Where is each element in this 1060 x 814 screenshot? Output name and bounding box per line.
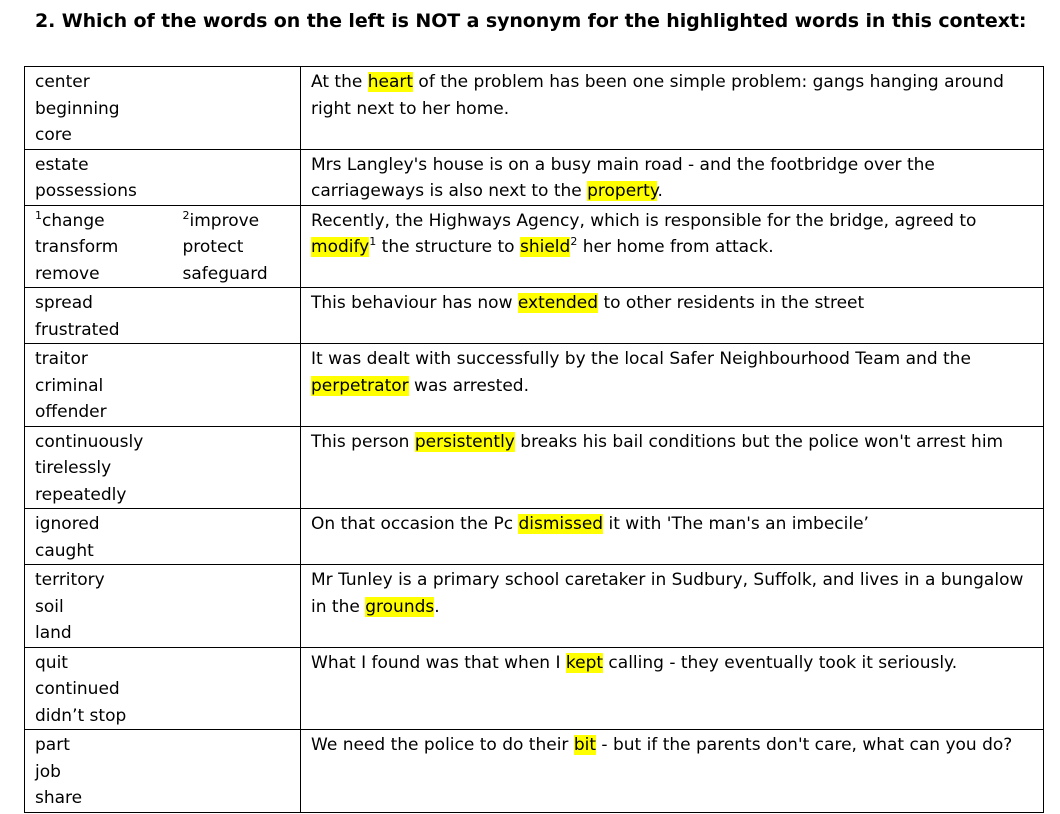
- sentence-cell: [301, 565, 1044, 648]
- option-word: land: [35, 623, 72, 643]
- options-cell: [25, 730, 301, 813]
- option-word: territory: [35, 570, 105, 590]
- sentence-text: .: [657, 181, 663, 201]
- table-row: [25, 730, 1044, 813]
- footnote-marker: 1: [369, 235, 377, 248]
- highlighted-word: dismissed: [518, 514, 604, 534]
- option-word: caught: [35, 540, 94, 561]
- option-word: improve: [189, 210, 260, 231]
- footnote-marker: 2: [570, 235, 578, 248]
- highlighted-word: heart: [367, 72, 414, 92]
- option-word: continued: [35, 679, 120, 699]
- sentence-cell: [301, 67, 1044, 150]
- sentence-text: We need the police to do their: [311, 735, 574, 755]
- option-word: continuously: [35, 431, 144, 452]
- option-word: transform: [35, 237, 119, 257]
- sentence-cell: [301, 426, 1044, 509]
- footnote-marker: 2: [182, 208, 190, 222]
- option-word: possessions: [35, 181, 137, 201]
- option-word: tirelessly: [35, 458, 112, 478]
- table-row: [25, 647, 1044, 730]
- highlighted-word: shield: [519, 237, 571, 257]
- option-word: center: [35, 72, 90, 92]
- option-word: ignored: [35, 514, 100, 534]
- options-cell: [25, 565, 301, 648]
- sentence-cell: [301, 205, 1044, 288]
- footnote-marker: 1: [35, 208, 42, 222]
- options-cell-2: [179, 205, 301, 288]
- question-title: 2. Which of the words on the left is NOT a synonym for the highlighted words in this context:: [35, 10, 1027, 32]
- table-row: [25, 149, 1044, 205]
- highlighted-word: modify: [311, 237, 370, 257]
- option-word: quit: [35, 652, 68, 673]
- option-word: traitor: [35, 349, 88, 369]
- sentence-text: her home from attack.: [577, 237, 774, 257]
- sentence-cell: [301, 288, 1044, 344]
- sentence-text: Mr Tunley is a primary school caretaker in Sudbury, Suffolk, and lives in a bungalow in the: [311, 570, 1024, 617]
- sentence-cell: [301, 149, 1044, 205]
- sentence-text: Mrs Langley's house is on a busy main road - and the footbridge over the carriageways is also next to the: [311, 154, 935, 201]
- sentence-text: it with 'The man's an imbecile’: [603, 514, 869, 534]
- option-word: soil: [35, 596, 64, 617]
- highlighted-word: kept: [565, 652, 604, 673]
- highlighted-word: persistently: [414, 431, 515, 452]
- options-cell: [25, 149, 301, 205]
- options-cell: [25, 67, 301, 150]
- option-word: share: [35, 788, 83, 808]
- sentence-text: On that occasion the Pc: [311, 514, 519, 534]
- options-cell-1: [25, 205, 179, 288]
- option-word: repeatedly: [35, 484, 127, 505]
- highlighted-word: property: [587, 181, 658, 201]
- option-word: offender: [35, 402, 107, 422]
- sentence-text: calling - they eventually took it seriously.: [603, 652, 958, 673]
- option-word: didn’t stop: [35, 705, 127, 726]
- option-word: core: [35, 125, 72, 145]
- sentence-cell: [301, 730, 1044, 813]
- exercise-table: [24, 66, 1044, 813]
- option-word: job: [35, 761, 61, 782]
- highlighted-word: grounds: [365, 596, 435, 617]
- option-word: part: [35, 735, 70, 755]
- sentence-text: What I found was that when I: [311, 652, 566, 673]
- option-word: remove: [35, 263, 100, 284]
- sentence-cell: [301, 647, 1044, 730]
- sentence-text: breaks his bail conditions but the police won't arrest him: [514, 431, 1004, 452]
- table-row: [25, 205, 1044, 288]
- option-word: spread: [35, 293, 93, 313]
- table-row: [25, 344, 1044, 427]
- sentence-text: This person: [311, 431, 415, 452]
- option-word: protect: [182, 237, 244, 257]
- table-row: [25, 565, 1044, 648]
- table-row: [25, 509, 1044, 565]
- options-cell: [25, 344, 301, 427]
- option-word: estate: [35, 154, 89, 175]
- highlighted-word: bit: [573, 735, 596, 755]
- sentence-text: It was dealt with successfully by the local Safer Neighbourhood Team and the: [311, 349, 971, 369]
- table-row: [25, 288, 1044, 344]
- option-word: frustrated: [35, 319, 120, 340]
- options-cell: [25, 647, 301, 730]
- option-word: change: [42, 210, 105, 231]
- table-row: [25, 426, 1044, 509]
- options-cell: [25, 509, 301, 565]
- sentence-cell: [301, 344, 1044, 427]
- option-word: criminal: [35, 375, 104, 396]
- option-word: beginning: [35, 98, 120, 119]
- highlighted-word: perpetrator: [311, 375, 409, 396]
- option-word: safeguard: [182, 263, 268, 284]
- sentence-text: - but if the parents don't care, what can you do?: [596, 735, 1013, 755]
- highlighted-word: extended: [517, 293, 599, 313]
- table-row: [25, 67, 1044, 150]
- sentence-text: .: [434, 596, 440, 617]
- sentence-text: the structure to: [376, 237, 520, 257]
- sentence-text: was arrested.: [408, 375, 529, 396]
- sentence-text: At the: [311, 72, 368, 92]
- sentence-text: This behaviour has now: [311, 293, 518, 313]
- sentence-text: to other residents in the street: [598, 293, 865, 313]
- sentence-text: Recently, the Highways Agency, which is responsible for the bridge, agreed to: [311, 210, 977, 231]
- options-cell: [25, 426, 301, 509]
- sentence-cell: [301, 509, 1044, 565]
- options-cell: [25, 288, 301, 344]
- sentence-text: of the problem has been one simple problem: gangs hanging around right next to her home.: [311, 72, 1004, 119]
